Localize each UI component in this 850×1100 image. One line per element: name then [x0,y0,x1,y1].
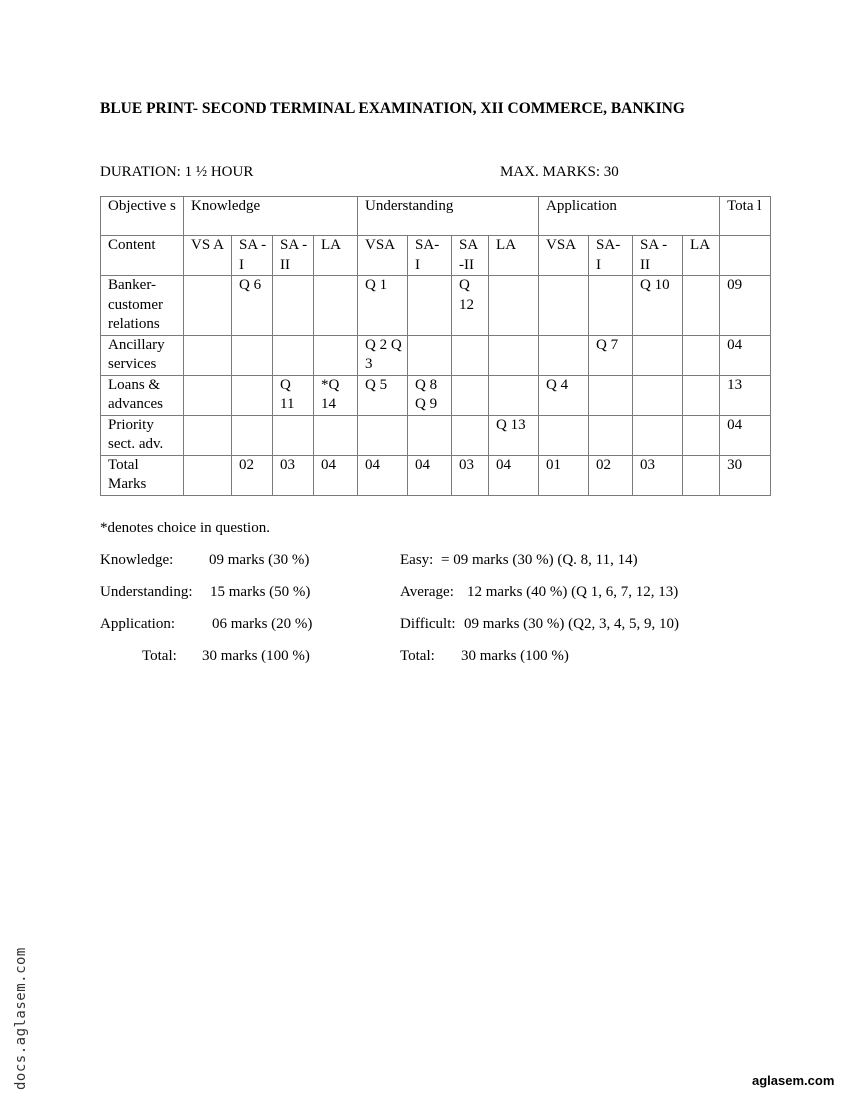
table-cell [683,455,720,495]
table-cell: Ancillary services [101,335,184,375]
max-marks-text: MAX. MARKS: 30 [500,164,619,180]
table-cell [184,455,232,495]
table-cell [452,375,489,415]
summary-value: 15 marks (50 %) [210,584,311,600]
difficulty-label: Difficult: [400,616,456,632]
table-cell [539,415,589,455]
side-watermark: docs.aglasem.com [13,947,29,1090]
table-cell [184,415,232,455]
subheader-cell: VS A [184,236,232,276]
table-cell: 30 [720,455,771,495]
difficulty-value: = 09 marks (30 %) (Q. 8, 11, 14) [441,552,638,568]
table-cell [408,276,452,336]
table-row [101,335,771,375]
table-header-row [101,197,771,236]
table-cell [489,335,539,375]
table-cell: 01 [539,455,589,495]
table-cell [539,276,589,336]
table-cell [683,276,720,336]
table-cell: Total Marks [101,455,184,495]
table-cell [408,335,452,375]
table-subheader-row [101,236,771,276]
duration-text: DURATION: 1 ½ HOUR [100,164,254,180]
table-cell: Q 1 [358,276,408,336]
difficulty-label: Easy: [400,552,434,568]
summary-label: Understanding: [100,584,193,600]
table-cell: 04 [720,335,771,375]
table-cell [184,375,232,415]
table-cell: 13 [720,375,771,415]
summary-label: Application: [100,616,175,632]
header-total: Tota l [720,197,771,236]
table-cell: 04 [314,455,358,495]
header-application: Application [539,197,720,236]
table-cell [683,335,720,375]
summary-label: Knowledge: [100,552,174,568]
table-cell: Q 4 [539,375,589,415]
summary-value: 30 marks (100 %) [202,648,310,664]
table-cell: Q 13 [489,415,539,455]
difficulty-label: Average: [400,584,454,600]
table-cell [314,276,358,336]
difficulty-value: 30 marks (100 %) [461,648,569,664]
table-cell: Priority sect. adv. [101,415,184,455]
table-cell [633,415,683,455]
document-title: BLUE PRINT- SECOND TERMINAL EXAMINATION, XII COMMERCE, BANKING [100,100,685,117]
table-cell [589,415,633,455]
table-row [101,415,771,455]
table-row [101,375,771,415]
table-cell [314,335,358,375]
choice-note: *denotes choice in question. [100,520,270,536]
table-cell: 03 [273,455,314,495]
table-cell: Banker- customer relations [101,276,184,336]
table-cell: Q 8 Q 9 [408,375,452,415]
table-cell [452,415,489,455]
table-cell [539,335,589,375]
subheader-cell: LA [489,236,539,276]
difficulty-value: 12 marks (40 %) (Q 1, 6, 7, 12, 13) [467,584,679,600]
subheader-cell: LA [683,236,720,276]
table-cell: 03 [633,455,683,495]
table-cell: Q 2 Q 3 [358,335,408,375]
table-cell [589,276,633,336]
table-cell: 02 [232,455,273,495]
table-cell [633,335,683,375]
subheader-cell: VSA [539,236,589,276]
difficulty-value: 09 marks (30 %) (Q2, 3, 4, 5, 9, 10) [464,616,679,632]
table-cell [408,415,452,455]
subheader-cell: LA [314,236,358,276]
summary-value: 09 marks (30 %) [209,552,310,568]
table-cell: 04 [720,415,771,455]
table-cell: 04 [408,455,452,495]
subheader-cell: SA - II [633,236,683,276]
table-cell: Q 12 [452,276,489,336]
subheader-cell: SA -II [452,236,489,276]
table-cell [184,335,232,375]
table-cell: 09 [720,276,771,336]
table-cell: Q 10 [633,276,683,336]
table-cell: 02 [589,455,633,495]
summary-value: 06 marks (20 %) [212,616,313,632]
table-cell [273,415,314,455]
table-cell: Q 11 [273,375,314,415]
table-cell [358,415,408,455]
subheader-cell: VSA [358,236,408,276]
table-cell [232,375,273,415]
subheader-cell [720,236,771,276]
table-cell [489,276,539,336]
table-cell [489,375,539,415]
table-cell: 04 [358,455,408,495]
difficulty-label: Total: [400,648,435,664]
table-row [101,276,771,336]
table-cell [633,375,683,415]
table-cell [273,335,314,375]
subheader-cell: SA- I [589,236,633,276]
table-cell: 04 [489,455,539,495]
table-cell: Q 6 [232,276,273,336]
table-cell [314,415,358,455]
table-cell [683,415,720,455]
table-cell [589,375,633,415]
blueprint-table [100,196,771,496]
table-cell [683,375,720,415]
header-objectives: Objective s [101,197,184,236]
header-understanding: Understanding [358,197,539,236]
table-cell [184,276,232,336]
table-cell: Q 5 [358,375,408,415]
table-cell: *Q 14 [314,375,358,415]
subheader-cell: SA -I [232,236,273,276]
subheader-cell: Content [101,236,184,276]
table-cell [232,415,273,455]
table-cell: 03 [452,455,489,495]
table-cell [232,335,273,375]
summary-label: Total: [142,648,177,664]
table-cell: Q 7 [589,335,633,375]
table-cell [452,335,489,375]
header-knowledge: Knowledge [184,197,358,236]
subheader-cell: SA -II [273,236,314,276]
table-cell [273,276,314,336]
table-cell: Loans & advances [101,375,184,415]
site-watermark: aglasem.com [752,1073,835,1088]
table-total-row [101,455,771,495]
subheader-cell: SA- I [408,236,452,276]
